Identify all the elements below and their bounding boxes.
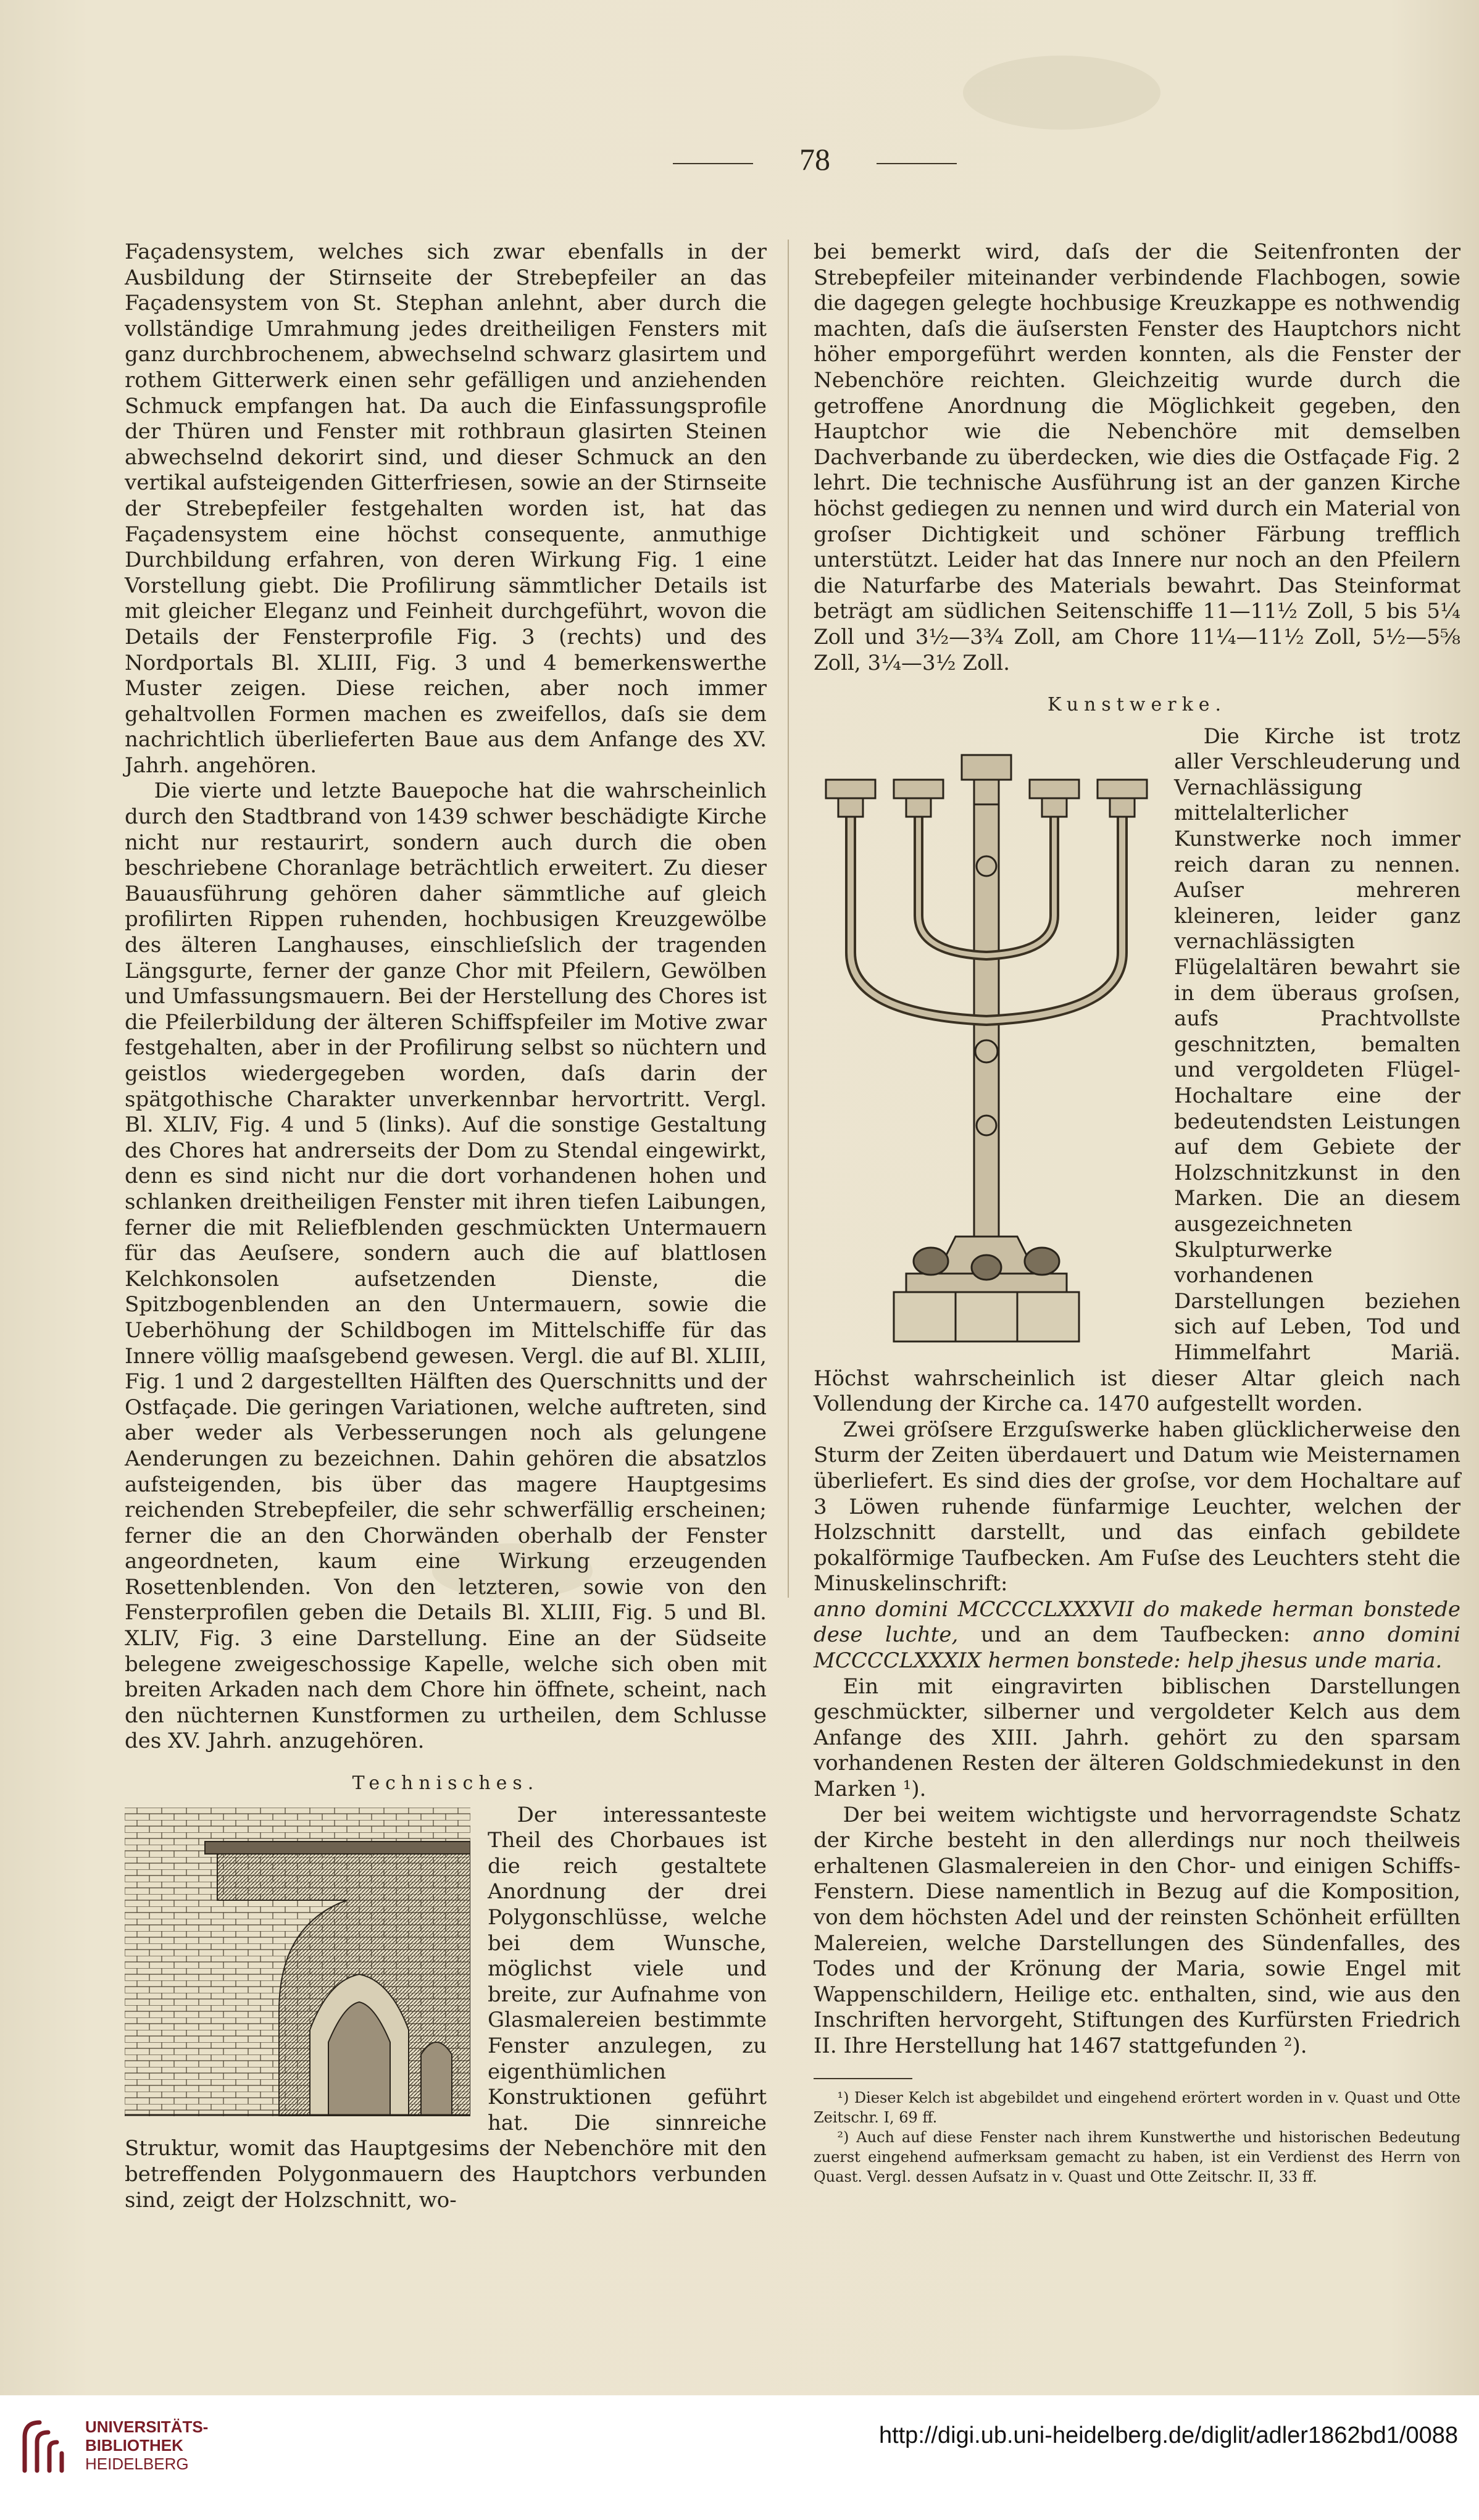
vault-woodcut-figure xyxy=(125,1808,470,2123)
header-rule-left xyxy=(673,163,753,164)
library-name-line-3: HEIDELBERG xyxy=(85,2455,189,2473)
right-paragraph-2a: Die Kirche ist trotz aller Verschleuderung und Vernachlässigung mittelalterlicher Kunstwerke noch immer reich daran zu nennen. Auſser mehreren kleineren, leider ganz vernachlässigten Flügelaltären bewahrt sie in dem überaus groſsen, aufs Prachtvollste geschnitzten, bemalten und vergoldeten Flügel-Hochaltare eine der bedeutendsten Leistungen auf dem Gebiete der Holzschnitzkunst in den Marken. Die an diesem ausgezeichneten Skulpturwerke vorhandenen Darstellungen beziehen sich auf Leben, Tod und Himmelfahrt Mariä. Höchst wahrscheinlich ist dieser Altar gleich nach Vollendung der Kirche ca. 1470 aufgestellt worden. xyxy=(814,724,1460,1417)
page-header xyxy=(673,141,957,178)
right-paragraph-1: bei bemerkt wird, daſs der die Seitenfronten der Strebepfeiler miteinander verbindende Flachbogen, sowie die dagegen gelegte hochbusige Kreuzkappe es nothwendig machten, daſs die äuſsersten Fenster des Hauptchors nicht höher emporgeführt werden konnten, als die Fenster der Nebenchöre reichten. Gleichzeitig wurde durch die getroffene Anordnung die Möglichkeit gegeben, den Hauptchor wie die Nebenchöre mit demselben Dachverbande zu überdecken, wie dies die Ostfaçade Fig. 2 lehrt. Die technische Ausführung ist an der ganzen Kirche höchst gediegen zu nennen und wird durch ein Material von groſser Dichtigkeit und schöner Färbung trefflich unterstützt. Leider hat das Innere nur noch an den Pfeilern die Naturfarbe des Materials bewahrt. Das Steinformat beträgt am südlichen Seitenschiffe 11—11½ Zoll, 5 bis 5¼ Zoll und 3½—3¾ Zoll, am Chore 11¼—11½ Zoll, 5½—5⅝ Zoll, 3¼—3½ Zoll. xyxy=(814,240,1460,675)
inscription-candelabrum: anno domini MCCCCLXXXVII do makede herman bonstede dese luchte, xyxy=(814,1596,1460,1648)
section-title-technisches: Technisches. xyxy=(352,1772,540,1795)
inscription-connector: und an dem Taufbecken: xyxy=(980,1622,1291,1648)
right-paragraph-2b: Zwei gröſsere Erzguſswerke haben glücklicherweise den Sturm der Zeiten überdauert und Datum wie Meisternamen überliefert. Es sind dies der groſse, vor dem Hochaltare auf 3 Löwen ruhende fünfarmige Leuchter, welchen der Holzschnitt darstellt, und das einfach gebildete pokalförmige Taufbecken. Am Fuſse des Leuchters steht die Minuskelinschrift: xyxy=(814,1417,1460,1596)
column-divider xyxy=(788,240,789,1598)
paper-stain xyxy=(963,56,1160,130)
library-name[interactable] xyxy=(85,2418,208,2473)
page-number: 78 xyxy=(799,142,830,177)
right-paragraph-3: Ein mit eingravirten biblischen Darstellungen geschmückter, silberner und vergoldeter Kelch aus dem Anfange des XIII. Jahrh. gehört zu den sparsam vorhandenen Resten der älteren Goldschmiedekunst in den Marken ¹). xyxy=(814,1674,1460,1802)
university-library-logo-icon[interactable] xyxy=(16,2415,75,2477)
left-column xyxy=(125,240,767,2213)
library-name-line-1: UNIVERSITÄTS- xyxy=(85,2418,209,2436)
footnote-2: ²) Auch auf diese Fenster nach ihrem Kunstwerthe und historischen Bedeutung zuerst eingehend aufmerksam gemacht zu haben, ist ein Verdienst des Herrn von Quast. Vergl. dessen Aufsatz in v. Quast und Otte Zeitschr. II, 33 ff. xyxy=(814,2128,1460,2185)
right-column xyxy=(814,240,1460,2187)
footer-bar xyxy=(0,2395,1479,2520)
gothic-vault-woodcut-icon xyxy=(125,1808,470,2116)
left-paragraph-3: Der interessanteste Theil des Chorbaues ist die reich gestaltete Anordnung der drei Polygonschlüsse, welche bei dem Wunsche, möglichst viele und breite, zur Aufnahme von Glasmalereien bestimmte Fenster anzulegen, zu eigenthümlichen Konstruktionen geführt hat. Die sinnreiche Struktur, womit das Hauptgesims der Nebenchöre mit den betreffenden Polygonmauern des Hauptchors verbunden sind, zeigt der Holzschnitt, wo- xyxy=(125,1802,767,2213)
left-paragraph-2: Die vierte und letzte Bauepoche hat die wahrscheinlich durch den Stadtbrand von 1439 schwer beschädigte Kirche nicht nur restaurirt, sondern auch durch die oben beschriebene Choranlage beträchtlich erweitert. Zu dieser Bauausführung gehören daher sämmtliche auf gleich profilirten Rippen ruhenden, hochbusigen Kreuzgewölbe des älteren Langhauses, einschlieſslich der tragenden Längsgurte, ferner der ganze Chor mit Pfeilern, Gewölben und Umfassungsmauern. Bei der Herstellung des Chores ist die Pfeilerbildung der älteren Schiffspfeiler im Motive zwar festgehalten, aber in der Profilirung selbst so nüchtern und geistlos wiedergegeben worden, daſs darin der spätgothische Charakter unverkennbar hervortritt. Vergl. Bl. XLIV, Fig. 4 und 5 (links). Auf die sonstige Gestaltung des Chores hat andrerseits der Dom zu Stendal eingewirkt, denn es sind nicht nur die dort vorhandenen hohen und schlanken dreitheiligen Fenster mit ihren tiefen Laibungen, ferner die mit Reliefblenden geschmückten Untermauern für das Aeuſsere, sondern auch die auf blattlosen Kelchkonsolen aufsetzenden Dienste, die Spitzbogenblenden an den Untermauern, sowie die Ueberhöhung der Schildbogen im Mittelschiffe für das Innere völlig maaſsgebend gewesen. Vergl. die auf Bl. XLIII, Fig. 1 und 2 dargestellten Hälften des Querschnitts und der Ostfaçade. Die geringen Variationen, welche auftreten, sind aber weder als Verbesserungen noch als gelungene Aenderungen zu bezeichnen. Dahin gehören die absatzlos aufsteigenden, bis über das magere Hauptgesims reichenden Strebepfeiler, die sehr schwerfällig erscheinen; ferner die an den Chorwänden oberhalb der Fenster angeordneten, kaum eine Wirkung erzeugenden Rosettenblenden. Von den letzteren, sowie von den Fensterprofilen geben die Details Bl. XLIII, Fig. 5 und Bl. XLIV, Fig. 3 eine Darstellung. Eine an der Südseite belegene zweigeschossige Kapelle, welche sich oben mit breiten Arkaden nach dem Chore hin öffnete, scheint, nach den nüchternen Kunstformen zu urtheilen, dem Schlusse des XV. Jahrh. anzugehören. xyxy=(125,778,767,1754)
five-armed-candelabrum-woodcut-icon xyxy=(814,730,1159,1348)
inscription-font: anno domini MCCCCLXXXIX hermen bonstede: help jhesus unde maria. xyxy=(814,1622,1460,1674)
library-name-line-2: BIBLIOTHEK xyxy=(85,2436,183,2455)
candelabrum-woodcut-figure xyxy=(814,730,1159,1354)
inscription-paragraph xyxy=(814,1597,1460,1674)
footnote-rule xyxy=(814,2078,912,2079)
left-paragraph-1: Façadensystem, welches sich zwar ebenfalls in der Ausbildung der Stirnseite der Strebepfeiler an das Façadensystem von St. Stephan anlehnt, aber durch die vollständige Umrahmung jedes dreitheiligen Fensters mit ganz durchbrochenem, abwechselnd schwarz glasirtem und rothem Gitterwerk einen sehr gefälligen und anziehenden Schmuck empfangen hat. Da auch die Einfassungsprofile der Thüren und Fenster mit rothbraun glasirten Steinen abwechselnd dekorirt sind, und dieser Schmuck an den vertikal aufsteigenden Gitterfriesen, sowie an der Stirnseite der Strebepfeiler festgehalten worden ist, hat das Façadensystem eine höchst consequente, anmuthige Durchbildung erfahren, von deren Wirkung Fig. 1 eine Vorstellung giebt. Die Profilirung sämmtlicher Details ist mit gleicher Eleganz und Feinheit durchgeführt, wovon die Details der Fensterprofile Fig. 3 (rechts) und des Nordportals Bl. XLIII, Fig. 3 und 4 bemerkenswerthe Muster zeigen. Diese reichen, aber noch immer gehaltvollen Formen machen es zweifellos, daſs sie dem nachrichtlich überlieferten Baue aus dem Anfange des XV. Jahrh. angehören. xyxy=(125,240,767,778)
section-title-kunstwerke: Kunstwerke. xyxy=(1047,694,1227,716)
footnote-1: ¹) Dieser Kelch ist abgebildet und eingehend erörtert worden in v. Quast und Otte Zeitschr. I, 69 ff. xyxy=(814,2088,1460,2126)
header-rule-right xyxy=(877,163,957,164)
right-paragraph-4: Der bei weitem wichtigste und hervorragendste Schatz der Kirche besteht in den allerdings nur noch theilweis erhaltenen Glasmalereien in den Chor- und einigen Schiffs-Fenstern. Diese namentlich in Bezug auf die Komposition, von dem höchsten Adel und der reinsten Schönheit erfüllten Malereien, welche Darstellungen des Sündenfalles, des Todes und der Krönung der Maria, sowie Engel mit Wappenschildern, Heilige etc. enthalten, sind, wie aus den Inschriften hervorgeht, Stiftungen des Kurfürsten Friedrich II. Ihre Herstellung hat 1467 stattgefunden ²). xyxy=(814,1802,1460,2058)
source-url-link[interactable]: http://digi.ub.uni-heidelberg.de/diglit/adler1862bd1/0088 xyxy=(878,2422,1458,2448)
